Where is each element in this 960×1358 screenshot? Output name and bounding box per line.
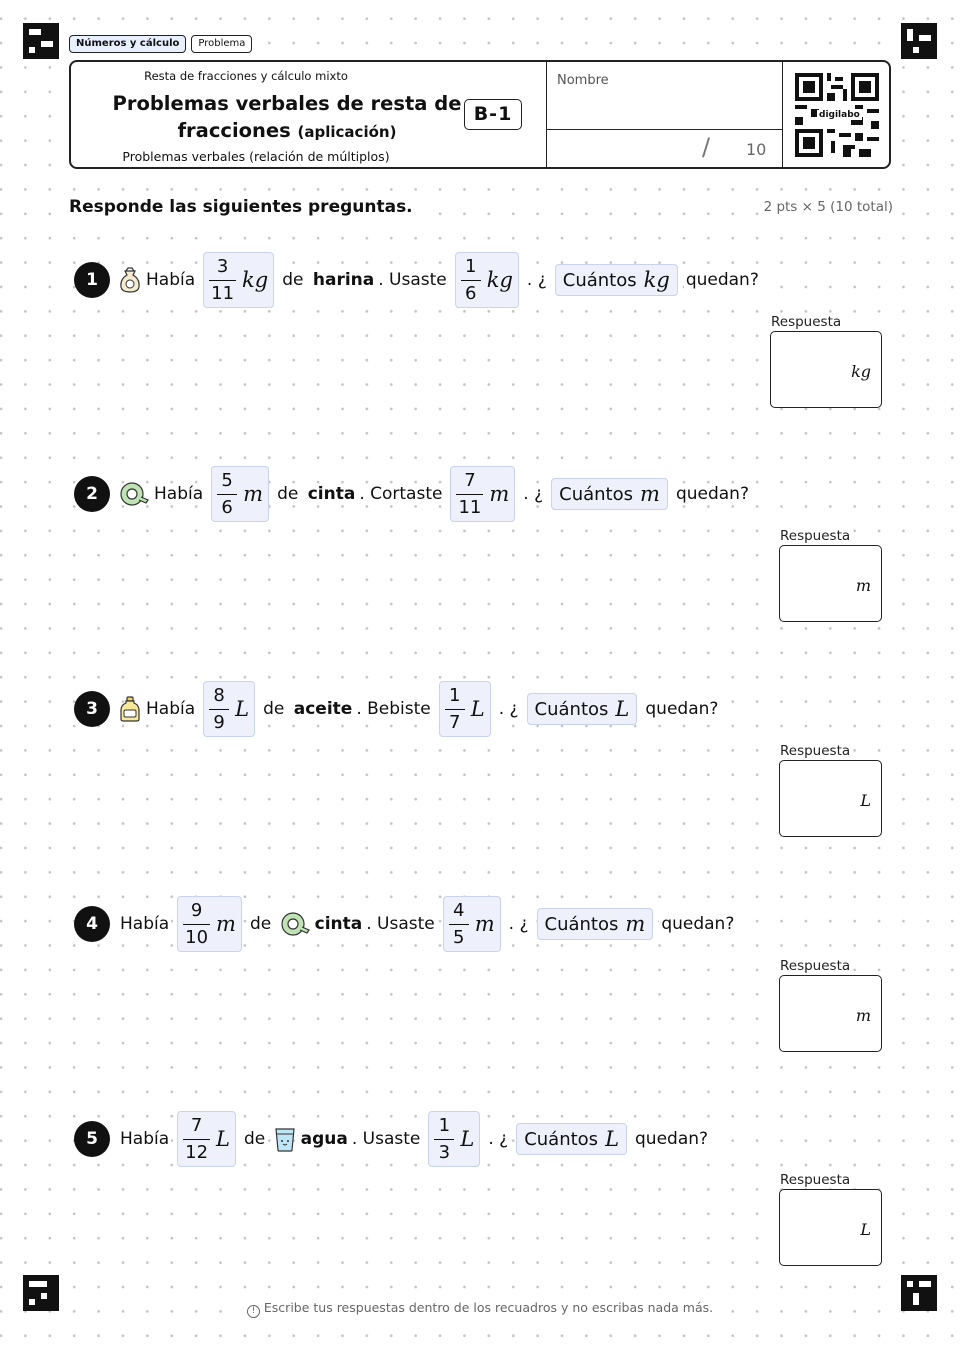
question-number: 2 (74, 476, 110, 512)
fraction-numerator: 1 (438, 1114, 451, 1136)
question-middle: de (249, 914, 272, 934)
fraction-numerator: 5 (221, 469, 233, 491)
answer-unit: L (860, 1220, 871, 1239)
fraction-used (455, 252, 519, 308)
question-verb: . Usaste (366, 914, 435, 934)
fraction (449, 900, 469, 949)
question-verb: . Usaste (351, 1129, 421, 1149)
fraction (209, 256, 236, 305)
points-summary: 2 pts × 5 (10 total) (763, 199, 893, 215)
answer-box[interactable] (779, 545, 882, 622)
fraction-used (450, 466, 515, 522)
fraction-unit: L (470, 697, 485, 721)
answer-label: Respuesta (780, 743, 851, 759)
question-verb: . Bebiste (356, 699, 431, 719)
question-text (118, 894, 736, 954)
fraction-unit: kg (486, 268, 513, 292)
footer-note (0, 1300, 960, 1318)
answer-unit: m (855, 576, 871, 595)
answer-unit: L (860, 791, 871, 810)
answer-box[interactable] (779, 1189, 882, 1266)
fraction-denominator: 5 (453, 926, 465, 948)
question-middle: de (244, 1129, 266, 1149)
tag-list (69, 35, 252, 53)
ask-unit: m (625, 912, 646, 936)
answer-unit: kg (851, 362, 871, 381)
flour-bag-icon (118, 267, 142, 293)
score-total: 10 (746, 140, 767, 159)
fraction-amount (203, 252, 274, 308)
question-verb: . Cortaste (359, 484, 443, 504)
fraction (456, 470, 483, 519)
fraction-denominator: 10 (185, 926, 209, 948)
ask-word: Cuántos (534, 698, 609, 720)
page-title (97, 90, 477, 146)
question-open: . ¿ (526, 270, 547, 290)
tag-subject: Números y cálculo (69, 35, 186, 53)
question-ask (537, 908, 654, 940)
fraction-denominator: 7 (449, 711, 461, 733)
fraction-used (443, 896, 501, 952)
ask-unit: L (615, 697, 630, 721)
question-close: quedan? (661, 914, 735, 934)
answer-label: Respuesta (780, 528, 851, 544)
fraction-numerator: 7 (464, 469, 476, 491)
ask-word: Cuántos (544, 913, 619, 935)
corner-marker-top-left (23, 23, 59, 59)
fraction-numerator: 9 (190, 899, 203, 921)
fraction-unit: m (243, 482, 264, 506)
oil-bottle-icon (118, 696, 142, 722)
fraction-unit: kg (242, 268, 269, 292)
question-lead: Había (120, 1129, 170, 1149)
fraction-amount (203, 681, 255, 737)
question-text (118, 250, 761, 310)
fraction-unit: m (489, 482, 510, 506)
fraction-numerator: 1 (449, 684, 461, 706)
fraction-used (428, 1111, 480, 1167)
corner-marker-top-right (901, 23, 937, 59)
question-text (118, 1109, 710, 1169)
instructions: Responde las siguientes preguntas. (69, 197, 417, 217)
ask-word: Cuántos (562, 269, 637, 291)
name-label: Nombre (557, 73, 609, 88)
question-substance: aceite (293, 699, 353, 719)
question-middle: de (277, 484, 299, 504)
answer-box[interactable] (779, 760, 882, 837)
worksheet-code: B-1 (464, 99, 522, 130)
fraction-unit: L (460, 1127, 475, 1151)
question-lead: Había (120, 914, 170, 934)
question-number: 1 (74, 262, 110, 298)
ask-word: Cuántos (524, 1128, 599, 1150)
fraction-numerator: 8 (213, 684, 225, 706)
water-glass-icon (273, 1126, 297, 1152)
answer-box[interactable] (770, 331, 882, 408)
fraction (183, 900, 210, 949)
fraction (434, 1115, 454, 1164)
question-lead: Había (154, 484, 204, 504)
qr-brand-label: digilabo (819, 110, 860, 120)
question-close: quedan? (675, 484, 749, 504)
question-substance: cinta (314, 914, 363, 934)
answer-unit: m (855, 1006, 871, 1025)
answer-label: Respuesta (780, 1172, 851, 1188)
header-subtitle: Resta de fracciones y cálculo mixto (144, 69, 348, 83)
ask-unit: kg (643, 268, 670, 292)
answer-box[interactable] (779, 975, 882, 1052)
question-number: 3 (74, 691, 110, 727)
question-ask (516, 1123, 627, 1155)
fraction-denominator: 9 (213, 711, 225, 733)
fraction-amount (177, 1111, 236, 1167)
question-close: quedan? (635, 1129, 709, 1149)
answer-label: Respuesta (780, 958, 851, 974)
question-open: . ¿ (488, 1129, 509, 1149)
fraction-numerator: 1 (465, 255, 477, 277)
question-substance: cinta (307, 484, 356, 504)
fraction-amount (211, 466, 269, 522)
ask-unit: m (640, 482, 660, 506)
question-text (118, 464, 751, 524)
question-close: quedan? (685, 270, 759, 290)
answer-label: Respuesta (771, 314, 842, 330)
question-text (118, 679, 720, 739)
fraction-denominator: 11 (211, 282, 235, 304)
question-close: quedan? (645, 699, 719, 719)
question-middle: de (263, 699, 285, 719)
question-number: 4 (74, 906, 110, 942)
fraction-unit: m (216, 912, 236, 936)
question-substance: agua (300, 1129, 348, 1149)
header-student-area (546, 62, 782, 167)
info-icon: ! (247, 1305, 260, 1318)
question-ask (555, 264, 678, 296)
fraction (461, 256, 481, 305)
tag-type: Problema (191, 35, 252, 53)
fraction-denominator: 3 (438, 1141, 451, 1163)
question-open: . ¿ (523, 484, 544, 504)
fraction (217, 470, 237, 519)
fraction (209, 685, 229, 734)
tape-roll-icon (279, 911, 311, 937)
question-lead: Había (146, 270, 196, 290)
fraction-numerator: 4 (453, 899, 465, 921)
header-title-area (71, 62, 546, 167)
header-note: Problemas verbales (relación de múltiplos) (122, 149, 390, 164)
question-number: 5 (74, 1121, 110, 1157)
fraction-denominator: 11 (458, 496, 482, 518)
fraction-amount (177, 896, 242, 952)
fraction-unit: L (235, 697, 250, 721)
question-verb: . Usaste (378, 270, 447, 290)
question-ask (551, 478, 668, 510)
question-ask (527, 693, 638, 725)
question-open: . ¿ (498, 699, 519, 719)
ask-word: Cuántos (559, 483, 634, 505)
fraction-used (439, 681, 491, 737)
fraction (445, 685, 465, 734)
question-substance: harina (312, 270, 375, 290)
tape-roll-icon (118, 481, 150, 507)
name-field[interactable] (547, 62, 783, 130)
fraction (183, 1115, 210, 1164)
question-lead: Había (146, 699, 196, 719)
question-middle: de (282, 270, 304, 290)
page-title-suffix: (aplicación) (297, 123, 397, 141)
footer-text: Escribe tus respuestas dentro de los recuadros y no escribas nada más. (263, 1300, 714, 1315)
page-title-text: Problemas verbales de resta de fracciones (112, 92, 462, 142)
fraction-numerator: 3 (216, 255, 229, 277)
fraction-unit: m (474, 912, 495, 936)
question-open: . ¿ (508, 914, 529, 934)
ask-unit: L (605, 1127, 620, 1151)
fraction-denominator: 12 (185, 1141, 209, 1163)
fraction-unit: L (216, 1127, 230, 1151)
score-slash: / (702, 133, 711, 161)
fraction-denominator: 6 (221, 496, 233, 518)
fraction-numerator: 7 (190, 1114, 203, 1136)
fraction-denominator: 6 (465, 282, 477, 304)
qr-area (782, 62, 889, 167)
worksheet-header (69, 60, 891, 169)
